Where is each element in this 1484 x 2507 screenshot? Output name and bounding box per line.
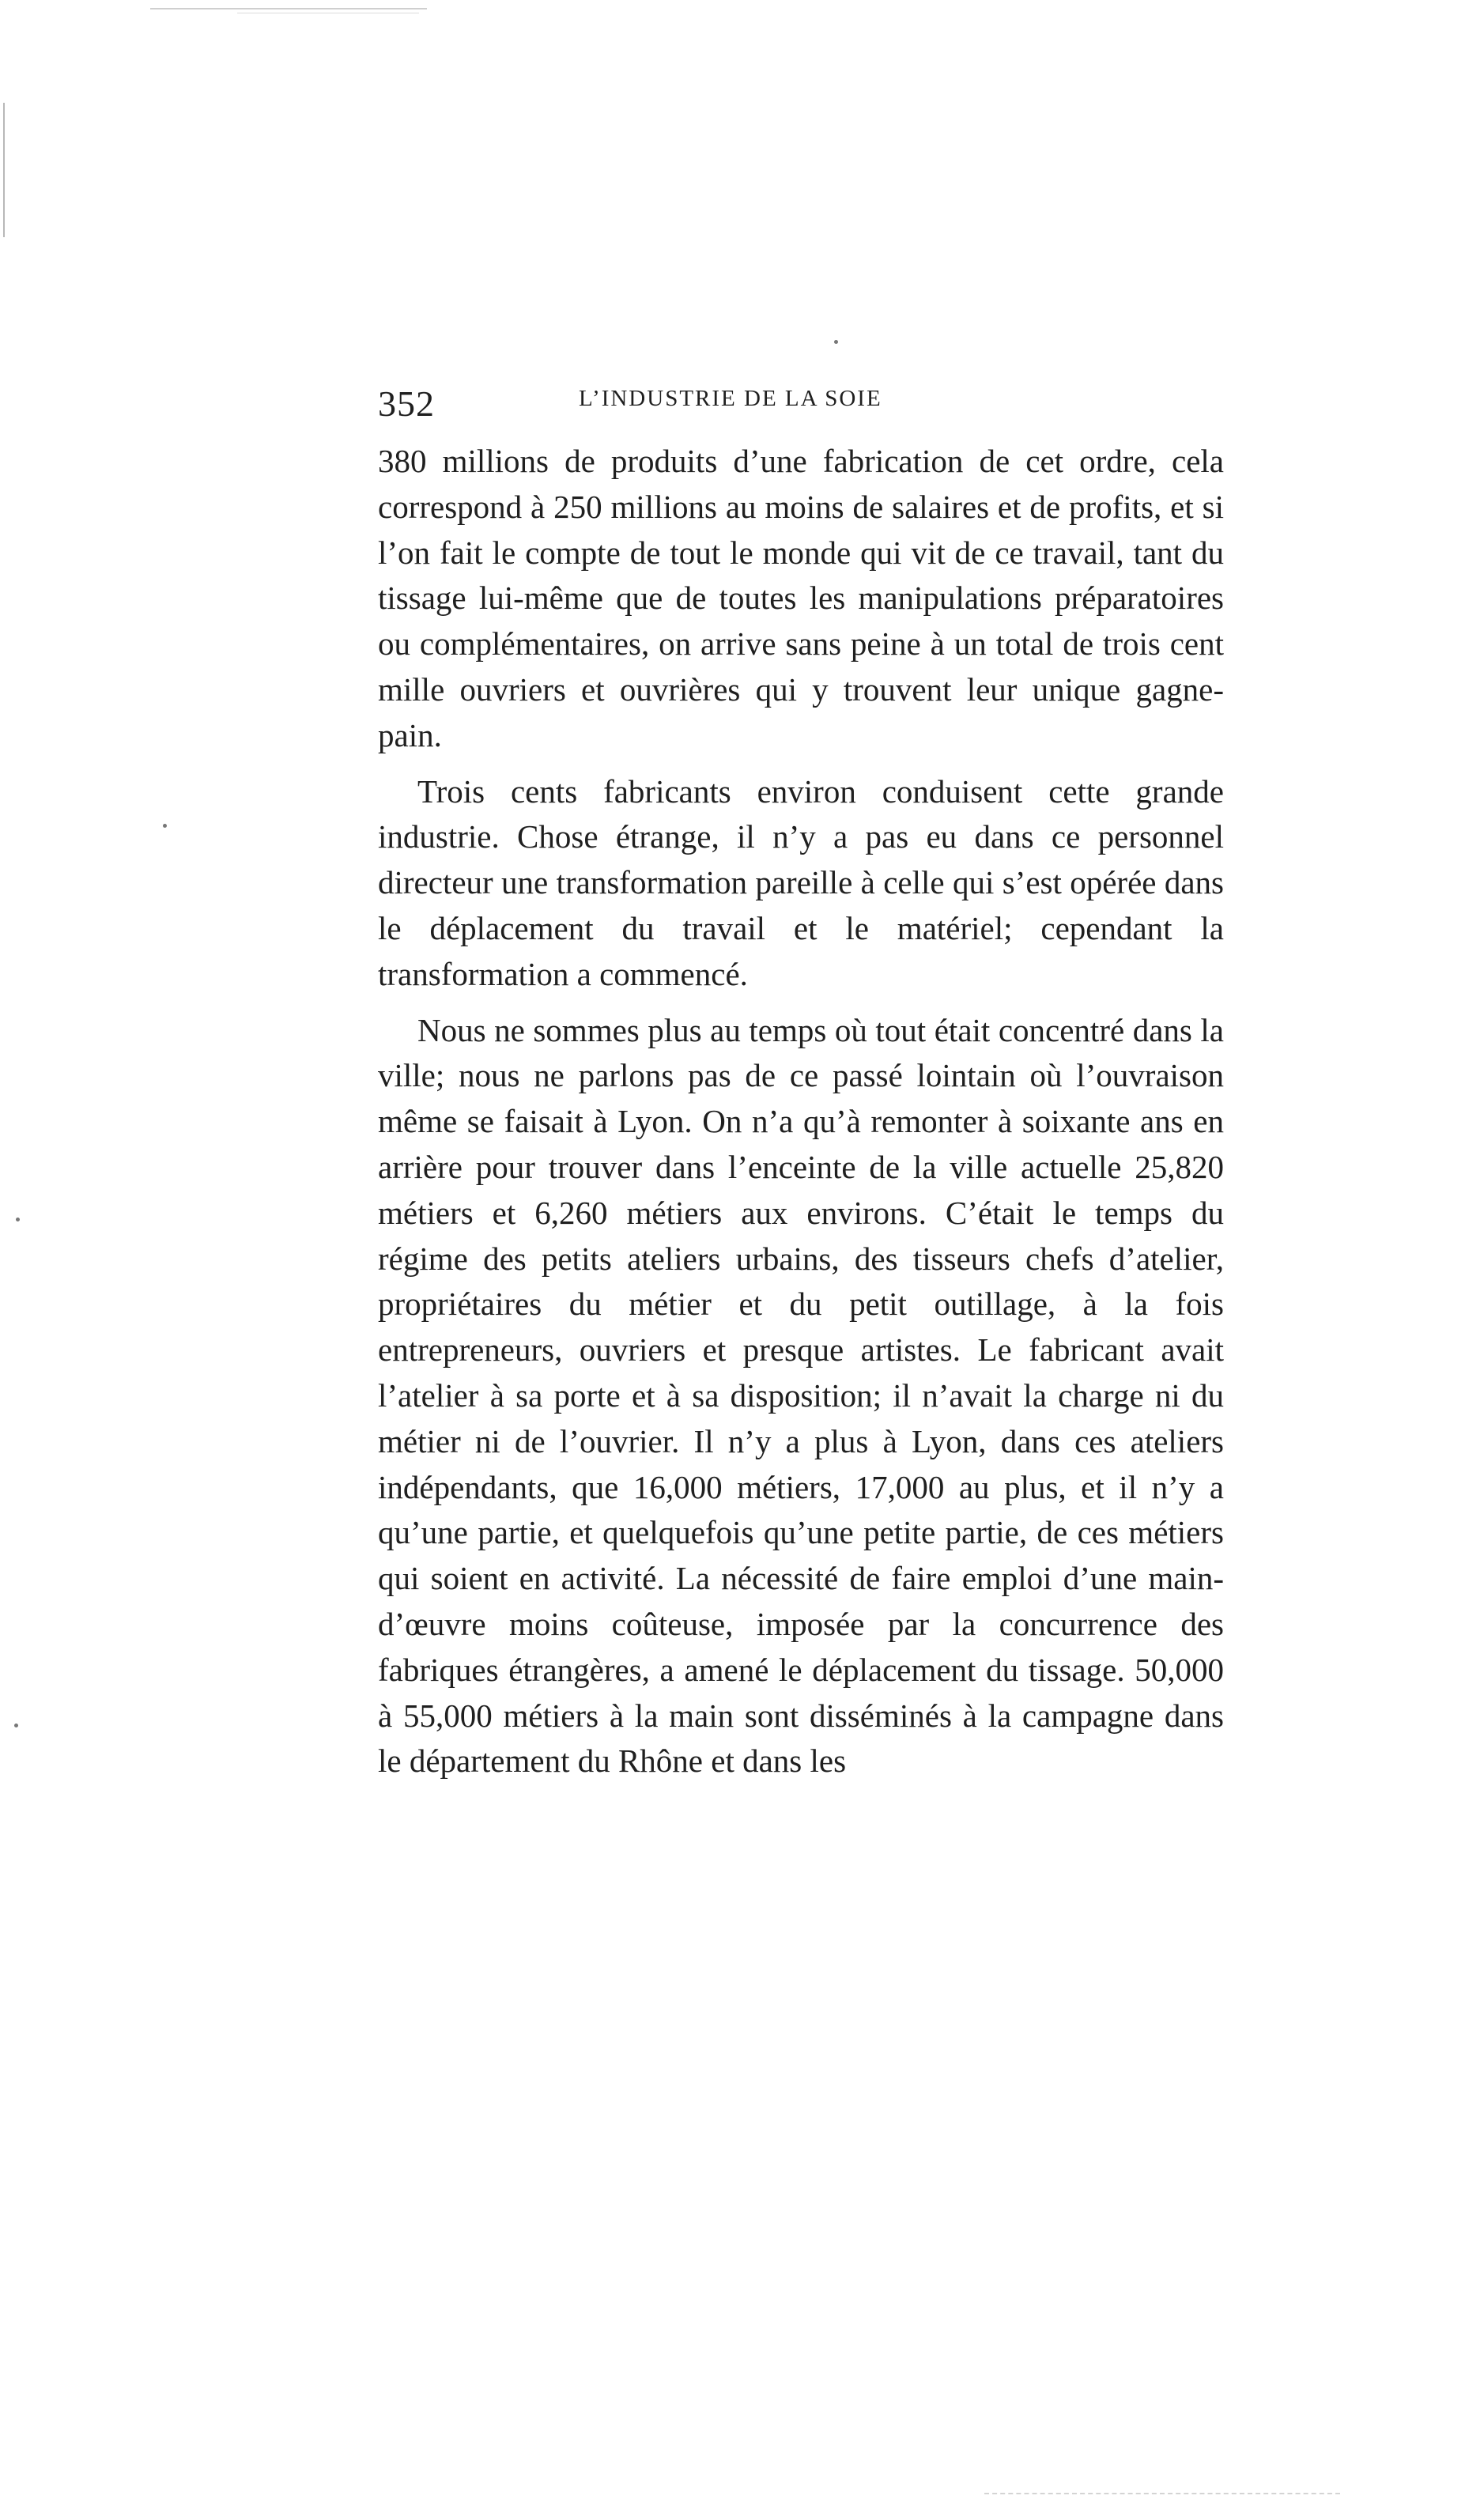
scan-speck bbox=[834, 340, 838, 344]
paragraph: Nous ne sommes plus au temps où tout était concentré dans la ville; nous ne parlons pas de ce passé lointain où l’ouvraison même se faisait à Lyon. On n’a qu’à remonter à soixante ans en arrière pour trouver dans l’enceinte de la ville actuelle 25,820 métiers et 6,260 métiers aux environs. C’était le temps du régime des petits ateliers urbains, des tisseurs chefs d’atelier, propriétaires du métier et du petit outillage, à la fois entrepreneurs, ouvriers et presque artistes. Le fabricant avait l’atelier à sa porte et à sa disposition; il n’avait la charge ni du métier ni de l’ouvrier. Il n’y a plus à Lyon, dans ces ateliers indépendants, que 16,000 métiers, 17,000 au plus, et il n’y a qu’une partie, et quelquefois qu’une petite partie, de ces métiers qui soient en activité. La nécessité de faire emploi d’une main-d’œuvre moins coûteuse, imposée par la concurrence des fabriques étrangères, a amené le déplacement du tissage. 50,000 à 55,000 métiers à la main sont disséminés à la campagne dans le département du Rhône et dans les bbox=[378, 1011, 1224, 1780]
page-number: 352 bbox=[378, 383, 435, 424]
scan-edge-mark bbox=[984, 2493, 1340, 2494]
scan-edge-mark bbox=[3, 103, 5, 237]
running-title: L’INDUSTRIE DE LA SOIE bbox=[579, 386, 882, 411]
scan-speck bbox=[16, 1218, 20, 1221]
running-head bbox=[378, 372, 1224, 443]
scan-speck bbox=[163, 824, 167, 828]
page-body bbox=[378, 439, 1224, 1784]
scan-speck bbox=[14, 1724, 18, 1727]
scan-edge-mark bbox=[150, 8, 427, 9]
paragraph: Trois cents fabricants environ conduisent cette grande industrie. Chose étrange, il n’y a pas eu dans ce personnel directeur une transformation pareille à celle qui s’est opérée dans le déplacement du travail et le matériel; cependant la transformation a commencé. bbox=[378, 772, 1224, 992]
paragraph: 380 millions de produits d’une fabrication de cet ordre, cela correspond à 250 millions au moins de salaires et de profits, et si l’on fait le compte de tout le monde qui vit de ce travail, tant du tissage lui-même que de toutes les manipulations préparatoires ou complémentaires, on arrive sans peine à un total de trois cent mille ouvriers et ouvrières qui y trouvent leur unique gagne-pain. bbox=[378, 443, 1224, 753]
book-page bbox=[378, 372, 1224, 1795]
